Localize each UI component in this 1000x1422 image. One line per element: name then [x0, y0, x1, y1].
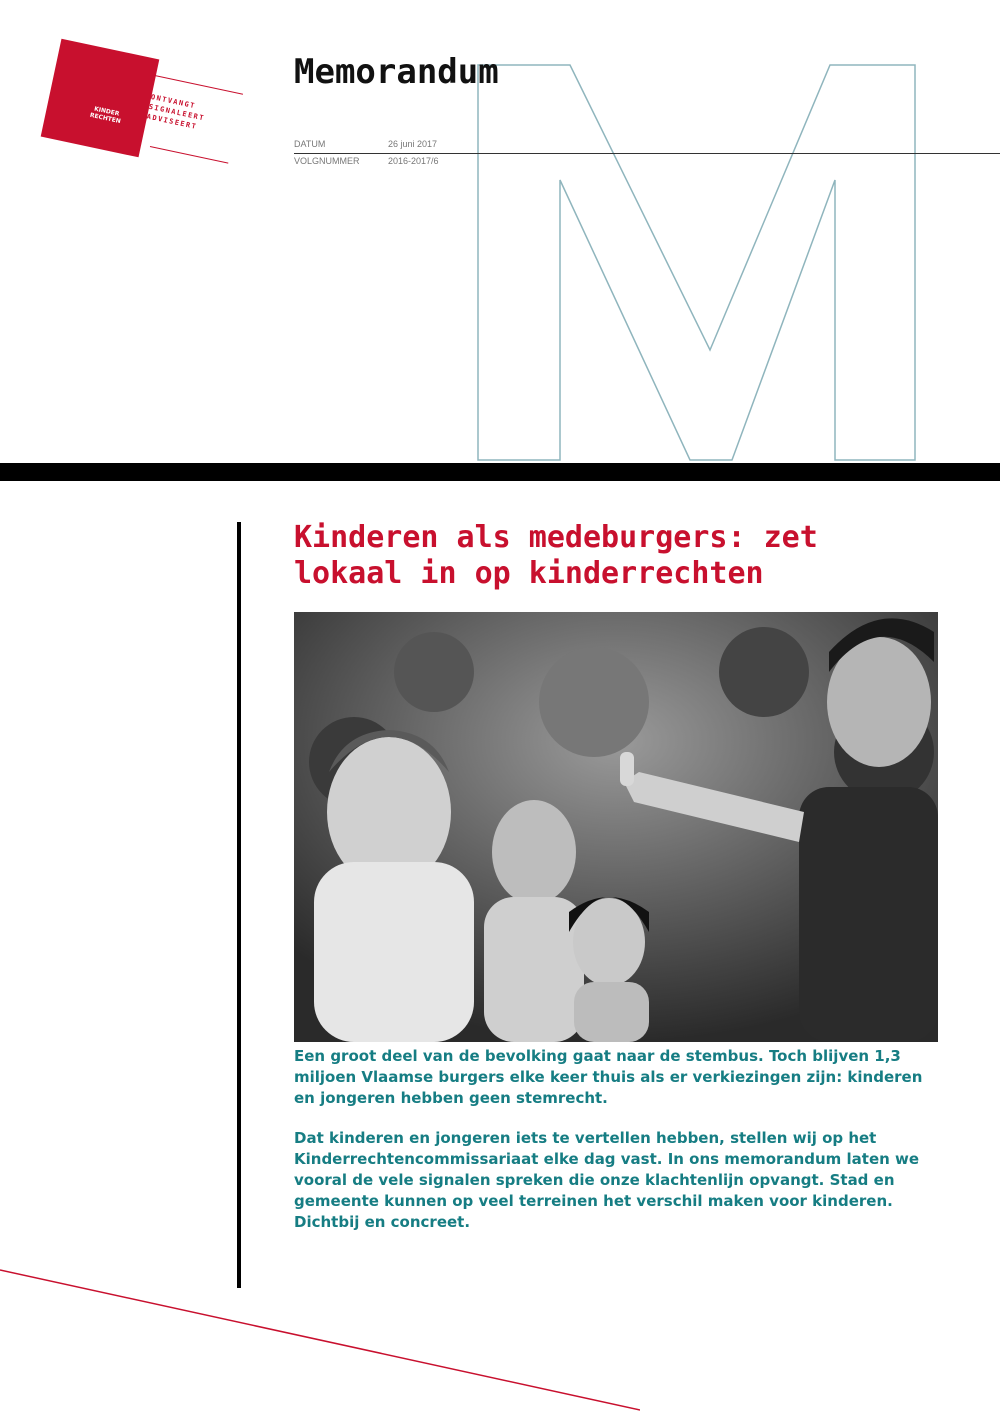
vertical-rule: [237, 522, 241, 1288]
reference-label: VOLGNUMMER: [294, 156, 360, 166]
logo-tagline: ONTVANGT SIGNALEERT ADVISEERT: [145, 92, 206, 132]
intro-paragraph: Een groot deel van de bevolking gaat naar de stembus. Toch blijven 1,3 miljoen Vlaamse burgers elke keer thuis als er verkiezingen zijn: kinderen en jongeren hebben geen stemrecht.: [294, 1047, 923, 1107]
logo: [41, 39, 160, 158]
reference-value: 2016-2017/6: [388, 156, 439, 166]
section-divider: [0, 463, 1000, 481]
header-divider: [294, 153, 1000, 154]
logo-name: KINDER RECHTEN: [89, 105, 122, 126]
document-title: Memorandum: [294, 52, 499, 92]
headline: Kinderen als medeburgers: zet lokaal in op kinderrechten: [294, 520, 818, 591]
big-m-graphic: [470, 60, 930, 465]
logo-divider: [150, 74, 243, 95]
date-label: DATUM: [294, 139, 326, 149]
body-paragraph: Dat kinderen en jongeren iets te vertellen hebben, stellen wij op het Kinderrechtencommissariaat elke dag vast. In ons memorandum laten we vooral de vele signalen spreken die onze klachtenlijn opvangt. Stad en gemeente kunnen op veel terreinen het verschil maken voor kinderen. Dichtbij en concreet.: [294, 1129, 920, 1231]
children-photo: [294, 612, 938, 1042]
date-value: 26 juni 2017: [388, 139, 438, 149]
footer-decoration: [0, 1262, 640, 1422]
logo-divider: [150, 146, 228, 164]
